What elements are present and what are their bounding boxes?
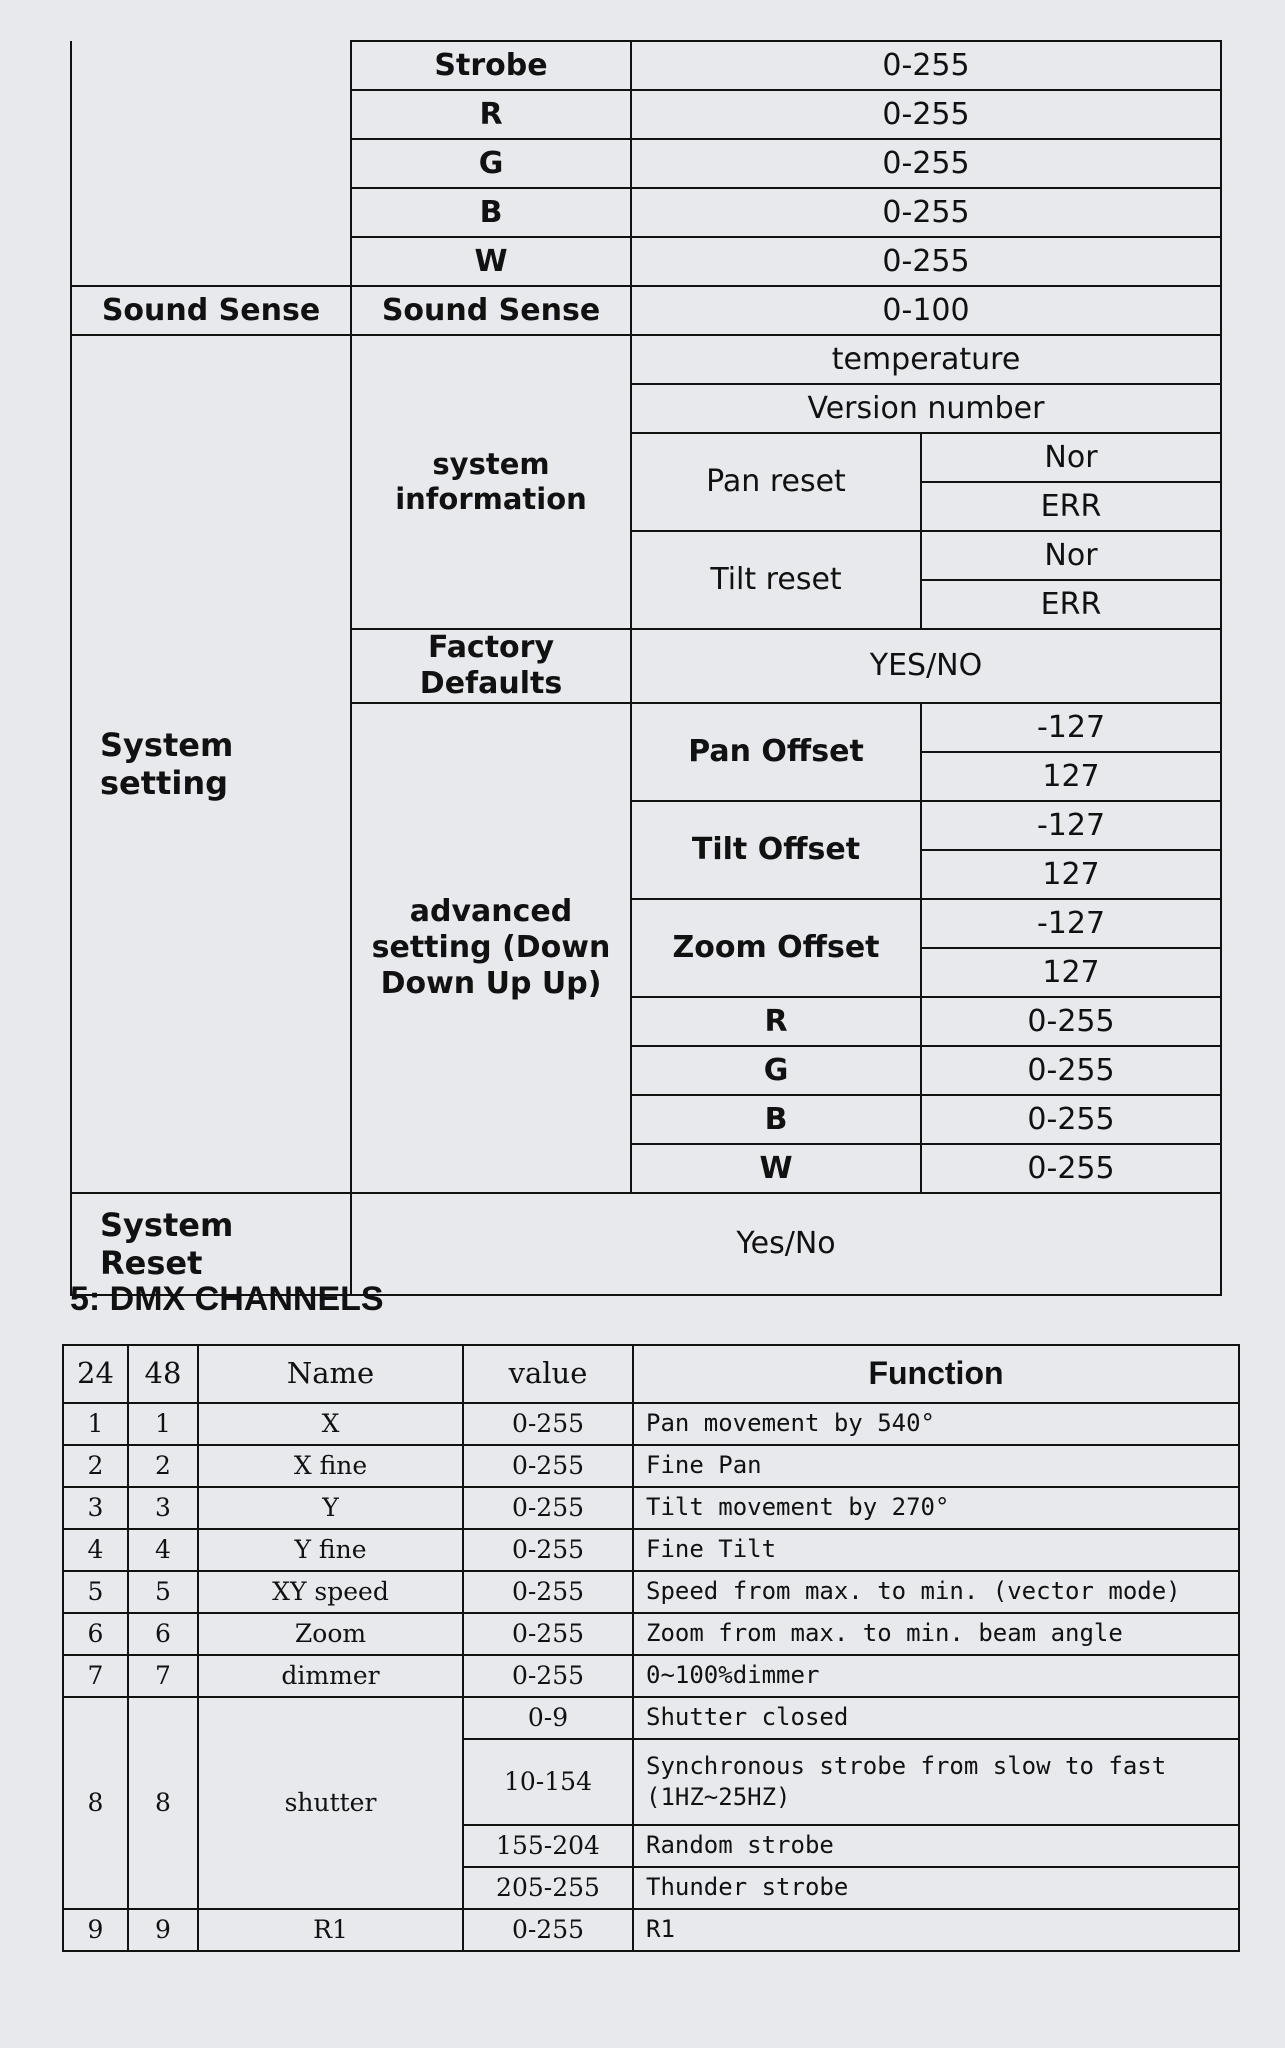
system-reset-label: System Reset xyxy=(71,1193,351,1295)
cell-function: Random strobe xyxy=(633,1825,1239,1867)
header-48: 48 xyxy=(128,1345,198,1403)
cell-24: 9 xyxy=(63,1909,128,1951)
b-value: 0-255 xyxy=(631,188,1221,237)
cell-value: 205-255 xyxy=(463,1867,633,1909)
r-label: R xyxy=(351,90,631,139)
cell-name: Zoom xyxy=(198,1613,463,1655)
tilt-offset-label: Tilt Offset xyxy=(631,801,921,899)
system-information-label: system information xyxy=(351,335,631,629)
b-label: B xyxy=(351,188,631,237)
table-row xyxy=(63,1529,1239,1571)
cell-value: 0-255 xyxy=(463,1571,633,1613)
cell-48: 9 xyxy=(128,1909,198,1951)
table-header-row xyxy=(63,1345,1239,1403)
tilt-reset-label: Tilt reset xyxy=(631,531,921,629)
cell-48: 3 xyxy=(128,1487,198,1529)
pan-reset-nor: Nor xyxy=(921,433,1221,482)
factory-defaults-value: YES/NO xyxy=(631,629,1221,703)
cell-function: Tilt movement by 270° xyxy=(633,1487,1239,1529)
cell-name: X xyxy=(198,1403,463,1445)
cell-24: 4 xyxy=(63,1529,128,1571)
tilt-offset-min: -127 xyxy=(921,801,1221,850)
dmx-channels-heading: 5: DMX CHANNELS xyxy=(70,1280,384,1318)
adv-w-label: W xyxy=(631,1144,921,1193)
adv-r-label: R xyxy=(631,997,921,1046)
zoom-offset-min: -127 xyxy=(921,899,1221,948)
cell-24: 6 xyxy=(63,1613,128,1655)
strobe-value: 0-255 xyxy=(631,41,1221,90)
cell-value: 0-255 xyxy=(463,1909,633,1951)
tilt-offset-max: 127 xyxy=(921,850,1221,899)
pan-reset-label: Pan reset xyxy=(631,433,921,531)
temperature-item: temperature xyxy=(631,335,1221,384)
menu-settings-table xyxy=(70,40,1222,1296)
cell-value: 0-255 xyxy=(463,1487,633,1529)
system-setting-label: System setting xyxy=(71,335,351,1193)
header-function: Function xyxy=(633,1345,1239,1403)
w-value: 0-255 xyxy=(631,237,1221,286)
cell-name: shutter xyxy=(198,1697,463,1909)
table-row xyxy=(63,1613,1239,1655)
cell-name: Y fine xyxy=(198,1529,463,1571)
tilt-reset-nor: Nor xyxy=(921,531,1221,580)
adv-b-label: B xyxy=(631,1095,921,1144)
table-row xyxy=(63,1571,1239,1613)
strobe-label: Strobe xyxy=(351,41,631,90)
cell-function: 0~100%dimmer xyxy=(633,1655,1239,1697)
zoom-offset-max: 127 xyxy=(921,948,1221,997)
adv-b-value: 0-255 xyxy=(921,1095,1221,1144)
advanced-setting-label: advanced setting (Down Down Up Up) xyxy=(351,703,631,1193)
cell-function: Shutter closed xyxy=(633,1697,1239,1739)
g-value: 0-255 xyxy=(631,139,1221,188)
cell-name: XY speed xyxy=(198,1571,463,1613)
adv-r-value: 0-255 xyxy=(921,997,1221,1046)
r-value: 0-255 xyxy=(631,90,1221,139)
cell-name: dimmer xyxy=(198,1655,463,1697)
cell-value: 0-255 xyxy=(463,1613,633,1655)
g-label: G xyxy=(351,139,631,188)
system-reset-value: Yes/No xyxy=(351,1193,1221,1295)
cell-48: 6 xyxy=(128,1613,198,1655)
factory-defaults-label: Factory Defaults xyxy=(351,629,631,703)
cell-48: 5 xyxy=(128,1571,198,1613)
table-row xyxy=(63,1909,1239,1951)
cell-name: X fine xyxy=(198,1445,463,1487)
pan-offset-label: Pan Offset xyxy=(631,703,921,801)
cell-function: Fine Tilt xyxy=(633,1529,1239,1571)
cell-24: 7 xyxy=(63,1655,128,1697)
cell-function: Zoom from max. to min. beam angle xyxy=(633,1613,1239,1655)
cell-function: Pan movement by 540° xyxy=(633,1403,1239,1445)
pan-reset-err: ERR xyxy=(921,482,1221,531)
cell-value: 155-204 xyxy=(463,1825,633,1867)
cell-function: Thunder strobe xyxy=(633,1867,1239,1909)
cell-48: 7 xyxy=(128,1655,198,1697)
cell-value: 0-255 xyxy=(463,1403,633,1445)
cell-24: 2 xyxy=(63,1445,128,1487)
adv-g-label: G xyxy=(631,1046,921,1095)
table-row xyxy=(63,1697,1239,1739)
dmx-channels-table xyxy=(62,1344,1240,1952)
cell-48: 4 xyxy=(128,1529,198,1571)
cell-value: 0-9 xyxy=(463,1697,633,1739)
cell-function: Fine Pan xyxy=(633,1445,1239,1487)
cell-24: 1 xyxy=(63,1403,128,1445)
cell-function: R1 xyxy=(633,1909,1239,1951)
cell-function: Synchronous strobe from slow to fast (1HZ~25HZ) xyxy=(633,1739,1239,1825)
cell-name: R1 xyxy=(198,1909,463,1951)
header-value: value xyxy=(463,1345,633,1403)
pan-offset-max: 127 xyxy=(921,752,1221,801)
sound-sense-value: 0-100 xyxy=(631,286,1221,335)
cell-48: 8 xyxy=(128,1697,198,1909)
adv-g-value: 0-255 xyxy=(921,1046,1221,1095)
cell-48: 2 xyxy=(128,1445,198,1487)
cell-name: Y xyxy=(198,1487,463,1529)
table-row xyxy=(63,1655,1239,1697)
sound-sense-group: Sound Sense xyxy=(71,286,351,335)
cell-24: 3 xyxy=(63,1487,128,1529)
table-row xyxy=(63,1487,1239,1529)
adv-w-value: 0-255 xyxy=(921,1144,1221,1193)
table-row xyxy=(63,1403,1239,1445)
cell-48: 1 xyxy=(128,1403,198,1445)
cell-value: 0-255 xyxy=(463,1655,633,1697)
version-number-item: Version number xyxy=(631,384,1221,433)
table-row xyxy=(63,1445,1239,1487)
cell-24: 5 xyxy=(63,1571,128,1613)
cell-value: 10-154 xyxy=(463,1739,633,1825)
blank-group-cell xyxy=(71,41,351,286)
cell-value: 0-255 xyxy=(463,1445,633,1487)
cell-24: 8 xyxy=(63,1697,128,1909)
cell-function: Speed from max. to min. (vector mode) xyxy=(633,1571,1239,1613)
w-label: W xyxy=(351,237,631,286)
cell-value: 0-255 xyxy=(463,1529,633,1571)
zoom-offset-label: Zoom Offset xyxy=(631,899,921,997)
pan-offset-min: -127 xyxy=(921,703,1221,752)
header-name: Name xyxy=(198,1345,463,1403)
sound-sense-label: Sound Sense xyxy=(351,286,631,335)
header-24: 24 xyxy=(63,1345,128,1403)
tilt-reset-err: ERR xyxy=(921,580,1221,629)
